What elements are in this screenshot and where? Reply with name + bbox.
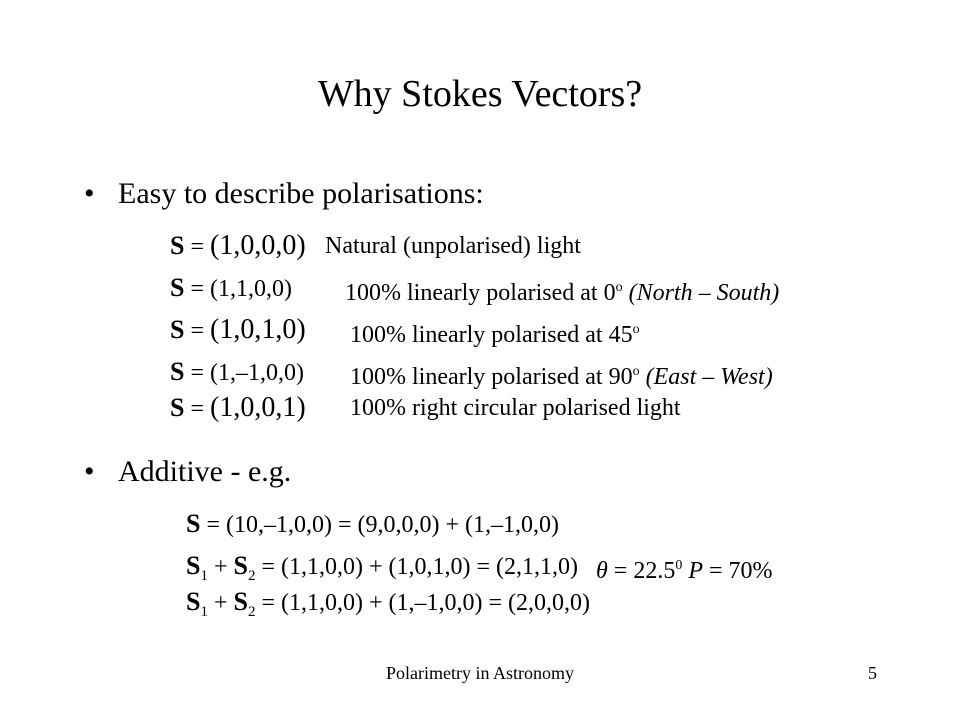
example-equation-1: S = (10,–1,0,0) = (9,0,0,0) + (1,–1,0,0) bbox=[186, 509, 560, 538]
polarisation-description: 100% linearly polarised at 45$^o$ bbox=[350, 322, 640, 348]
stokes-vector: (1,0,0,0) bbox=[210, 230, 306, 261]
stokes-symbol: S bbox=[170, 357, 185, 386]
bullet-additive bbox=[84, 454, 291, 490]
stokes-symbol: S bbox=[170, 393, 185, 422]
bullet-easy-describe bbox=[84, 176, 484, 212]
stokes-vector: (1,0,0,1) bbox=[210, 392, 306, 423]
polarisation-description: 100% linearly polarised at 0$^o$ (North – South) bbox=[345, 280, 780, 306]
stokes-vector: (1,–1,0,0) bbox=[210, 360, 304, 386]
stokes-symbol: S bbox=[170, 231, 185, 260]
slide-title: Why Stokes Vectors? bbox=[317, 73, 643, 115]
stokes-symbol: S bbox=[186, 509, 201, 538]
polarisation-description: Natural (unpolarised) light bbox=[325, 233, 581, 259]
bullet-dot: • bbox=[84, 455, 95, 488]
stokes-symbol: S bbox=[186, 587, 201, 616]
bullet-dot: • bbox=[84, 177, 95, 210]
bullet-text: Additive - e.g. bbox=[118, 455, 292, 488]
page-number: 5 bbox=[868, 663, 877, 683]
stokes-symbol: S bbox=[170, 273, 185, 302]
stokes-vector: (1,0,1,0) bbox=[210, 314, 306, 345]
polarisation-description: 100% right circular polarised light bbox=[350, 395, 681, 421]
example-equation-3: $S_1 + S_2 = (1,1,0,0) + (1,-1,0,0) = (2,0,0,0)$ bbox=[186, 587, 591, 620]
example-equation-2: $S_1 + S_2 = (1,1,0,0) + (1,0,1,0) = (2,1,1,0)$ $\theta = 22.5^0$ P = 70% bbox=[186, 550, 578, 592]
stokes-symbol: S bbox=[170, 315, 185, 344]
stokes-symbol: S bbox=[233, 587, 248, 616]
stokes-symbol: S bbox=[233, 551, 248, 580]
footer-title: Polarimetry in Astronomy bbox=[386, 663, 574, 683]
bullet-text: Easy to describe polarisations: bbox=[118, 177, 484, 210]
stokes-vector: (1,1,0,0) bbox=[210, 276, 292, 302]
angle-and-polarisation: $\theta = 22.5^0$ P = 70% bbox=[596, 558, 773, 584]
stokes-symbol: S bbox=[186, 551, 201, 580]
polarisation-description: 100% linearly polarised at 90$^o$ (East – West) bbox=[350, 364, 773, 390]
